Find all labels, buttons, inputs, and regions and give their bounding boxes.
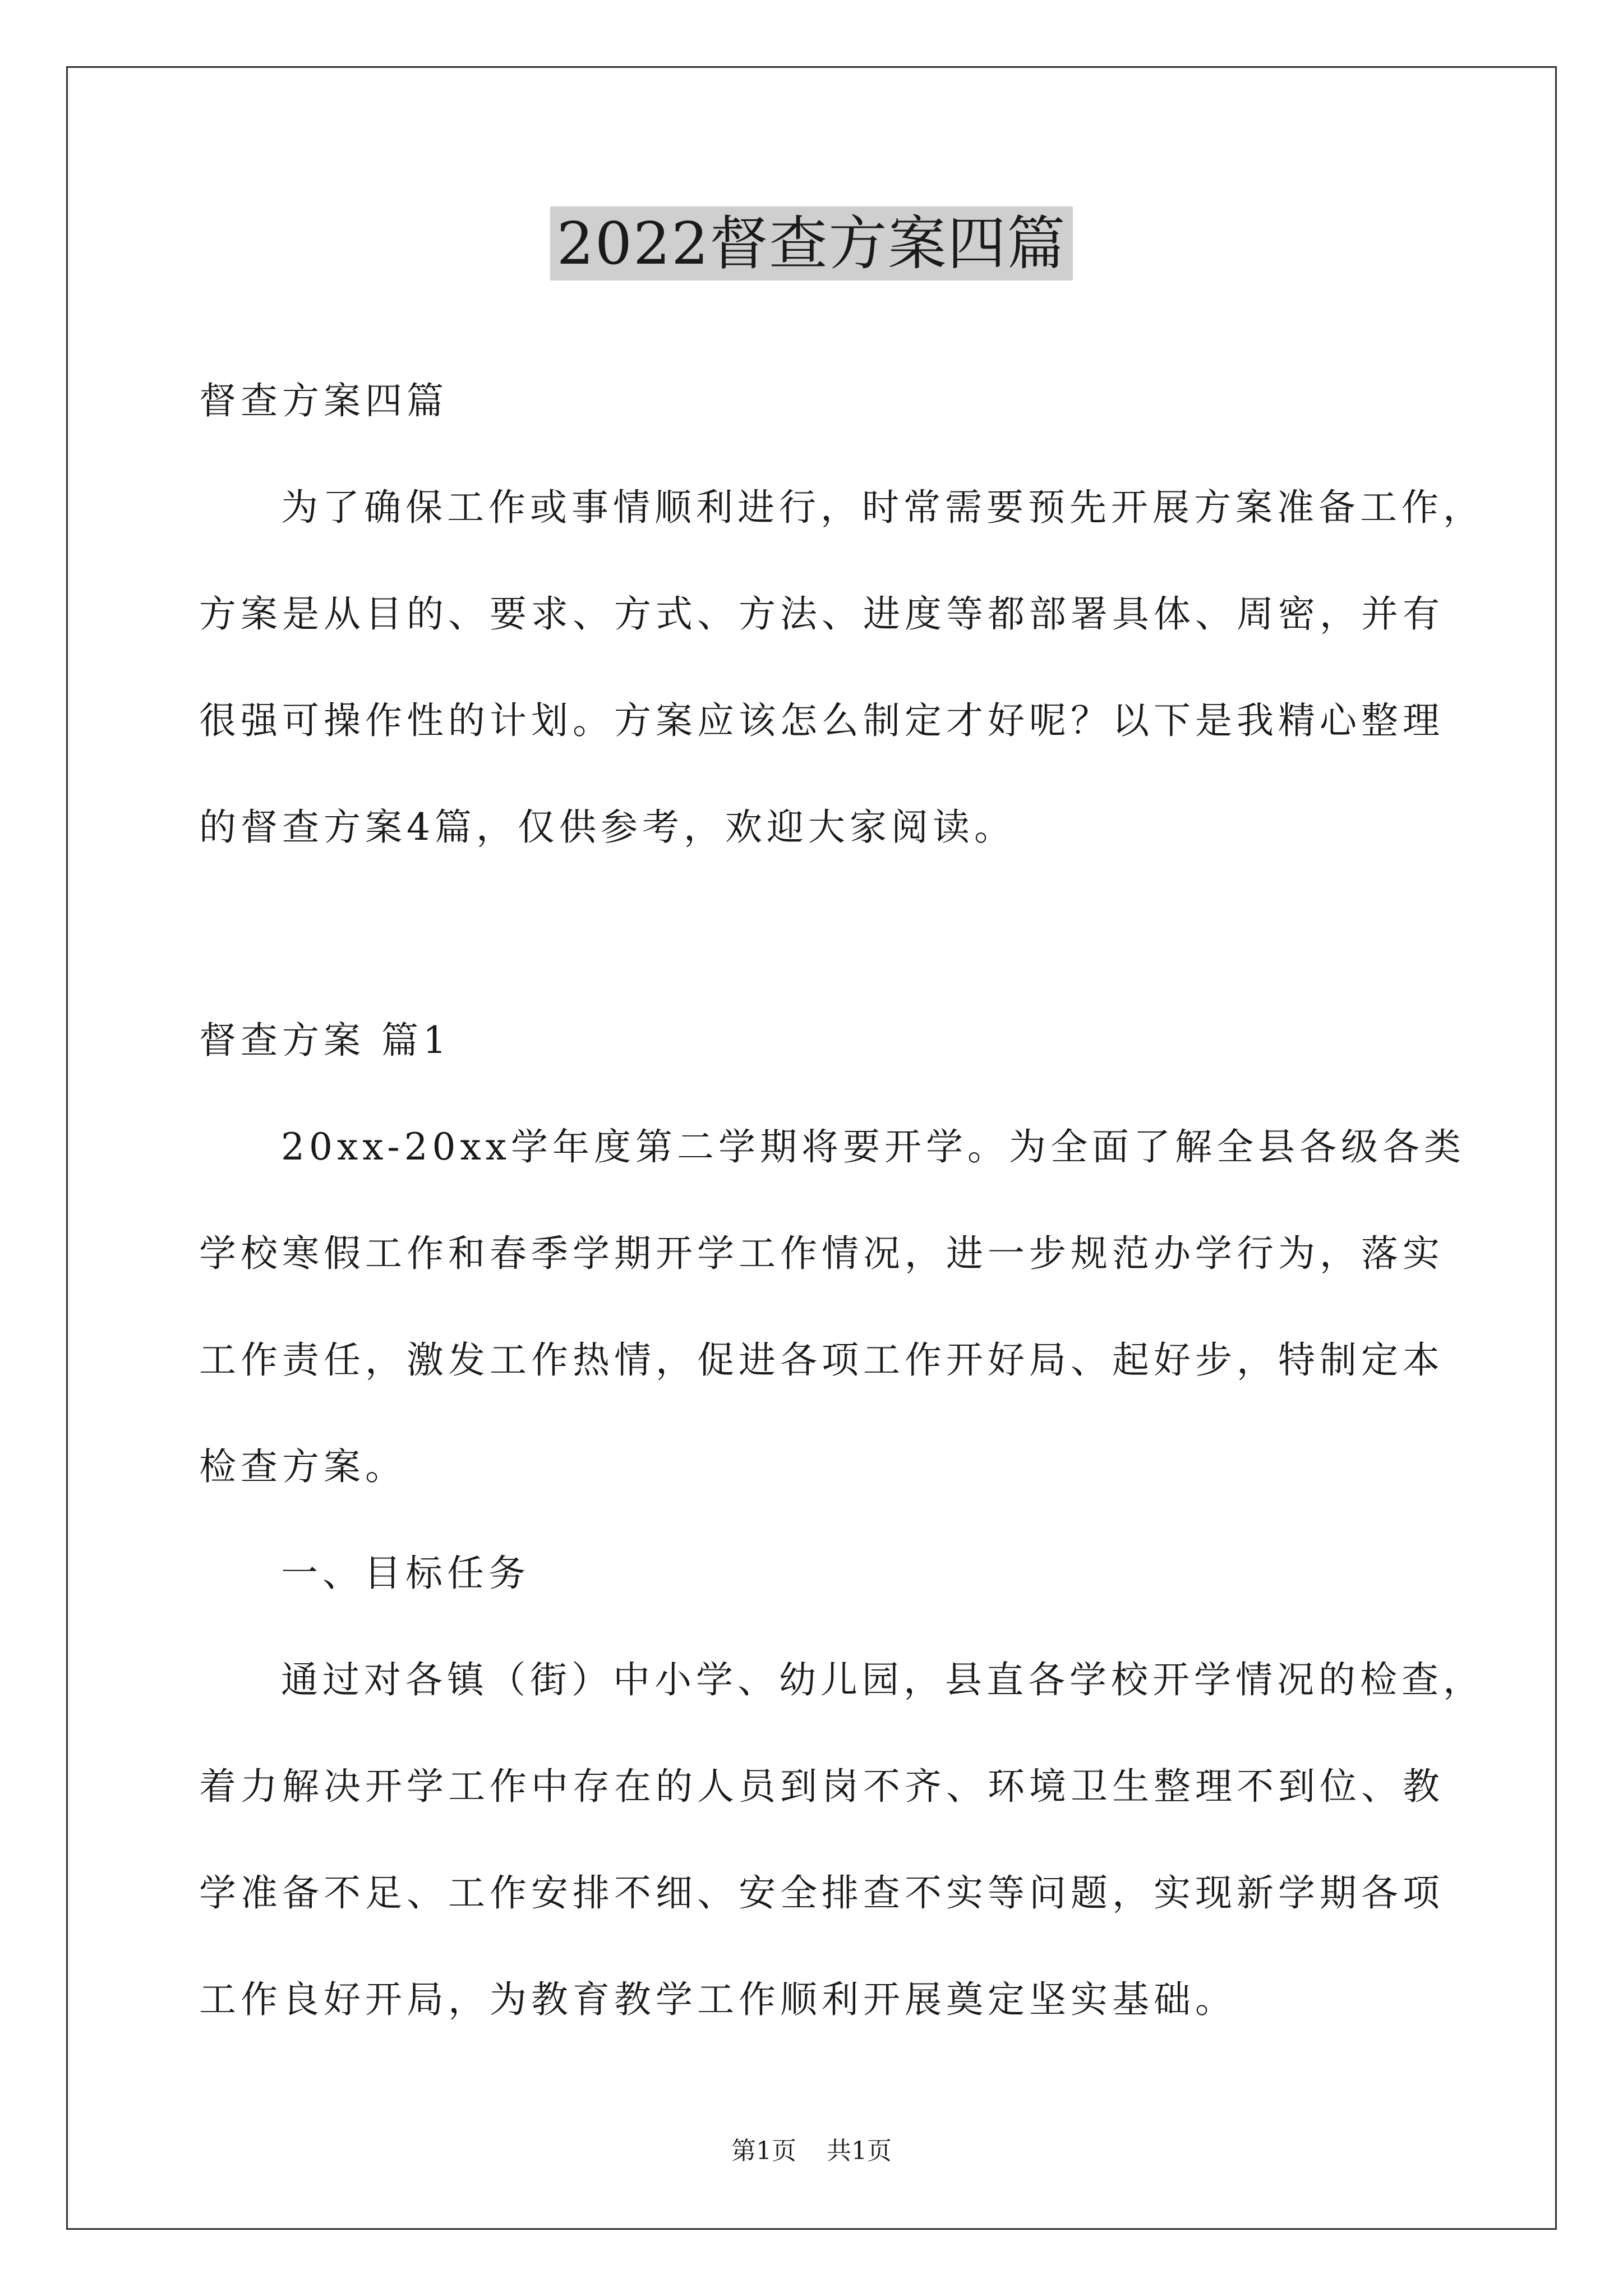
section-heading: 督查方案 篇1 bbox=[199, 1019, 451, 1062]
total-pages: 共1页 bbox=[827, 2137, 892, 2165]
section-paragraph-line: 学校寒假工作和春季学期开学工作情况，进一步规范办学行为，落实 bbox=[199, 1232, 1444, 1275]
intro-line: 的督查方案4篇，仅供参考，欢迎大家阅读。 bbox=[199, 806, 1016, 849]
section-paragraph-line: 通过对各镇（街）中小学、幼儿园，县直各学校开学情况的检查， bbox=[281, 1658, 1484, 1701]
section-paragraph-line: 学准备不足、工作安排不细、安全排查不实等问题，实现新学期各项 bbox=[199, 1871, 1444, 1915]
page-footer bbox=[0, 2134, 1623, 2168]
document-body bbox=[199, 348, 1483, 2053]
intro-line: 方案是从目的、要求、方式、方法、进度等都部署具体、周密，并有 bbox=[199, 592, 1444, 636]
title-container bbox=[0, 206, 1623, 280]
section-paragraph-line: 工作良好开局，为教育教学工作顺利开展奠定坚实基础。 bbox=[199, 1978, 1237, 2021]
subtitle: 督查方案四篇 bbox=[199, 379, 448, 422]
intro-line: 为了确保工作或事情顺利进行，时常需要预先开展方案准备工作， bbox=[281, 486, 1484, 529]
page-number: 第1页 bbox=[731, 2137, 796, 2165]
sub-heading: 一、目标任务 bbox=[281, 1552, 530, 1595]
section-paragraph-line: 着力解决开学工作中存在的人员到岗不齐、环境卫生整理不到位、教 bbox=[199, 1765, 1444, 1808]
section-paragraph-line: 20xx-20xx学年度第二学期将要开学。为全面了解全县各级各类 bbox=[281, 1125, 1465, 1168]
spacer bbox=[199, 881, 1483, 987]
document-title: 2022督查方案四篇 bbox=[550, 206, 1073, 280]
section-paragraph-line: 检查方案。 bbox=[199, 1445, 407, 1488]
intro-line: 很强可操作性的计划。方案应该怎么制定才好呢？以下是我精心整理 bbox=[199, 699, 1444, 742]
section-paragraph-line: 工作责任，激发工作热情，促进各项工作开好局、起好步，特制定本 bbox=[199, 1338, 1444, 1382]
